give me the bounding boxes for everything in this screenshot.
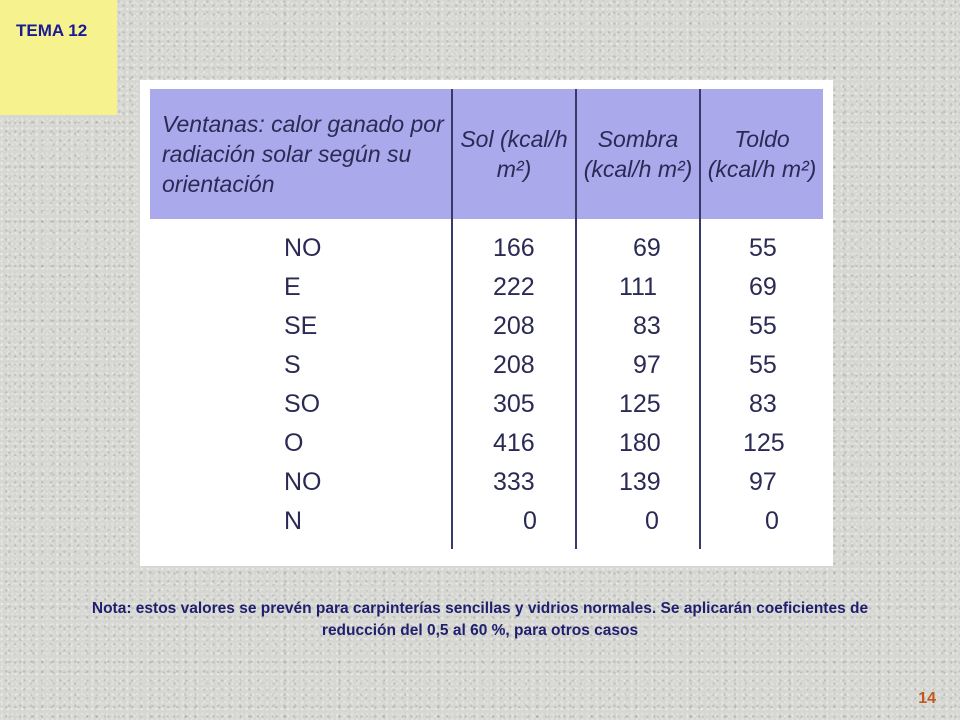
cell-orientation: S bbox=[284, 351, 301, 379]
cell-sol: 305 bbox=[452, 385, 576, 424]
table-header-row bbox=[150, 89, 823, 219]
table-row bbox=[150, 307, 823, 346]
cell-orientation: E bbox=[284, 273, 301, 301]
cell-sombra: 83 bbox=[576, 307, 700, 346]
solar-gain-table bbox=[150, 89, 823, 549]
table-row bbox=[150, 219, 823, 268]
tema-label-box bbox=[0, 0, 117, 115]
cell-orientation: NO bbox=[284, 234, 322, 262]
cell-sombra: 111 bbox=[576, 268, 700, 307]
cell-sombra: 125 bbox=[576, 385, 700, 424]
table-row bbox=[150, 385, 823, 424]
cell-toldo: 55 bbox=[700, 346, 823, 385]
header-sombra: Sombra (kcal/h m²) bbox=[576, 89, 700, 219]
cell-sombra: 69 bbox=[576, 219, 700, 268]
cell-sombra: 180 bbox=[576, 424, 700, 463]
cell-toldo: 55 bbox=[700, 219, 823, 268]
cell-sol: 416 bbox=[452, 424, 576, 463]
cell-sol: 333 bbox=[452, 463, 576, 502]
cell-sombra: 0 bbox=[576, 502, 700, 549]
cell-sol: 208 bbox=[452, 307, 576, 346]
cell-sol: 208 bbox=[452, 346, 576, 385]
table-row bbox=[150, 268, 823, 307]
cell-toldo: 0 bbox=[700, 502, 823, 549]
table-row bbox=[150, 463, 823, 502]
page-number: 14 bbox=[918, 690, 936, 707]
cell-orientation: SO bbox=[284, 390, 321, 418]
cell-sol: 222 bbox=[452, 268, 576, 307]
cell-toldo: 55 bbox=[700, 307, 823, 346]
footnote: Nota: estos valores se prevén para carpinterías sencillas y vidrios normales. Se aplicarán coeficientes de reducción del 0,5 al 60 %, para otros casos bbox=[91, 600, 869, 639]
cell-sombra: 97 bbox=[576, 346, 700, 385]
cell-sombra: 139 bbox=[576, 463, 700, 502]
cell-orientation: SE bbox=[284, 312, 318, 340]
cell-toldo: 83 bbox=[700, 385, 823, 424]
header-toldo: Toldo (kcal/h m²) bbox=[700, 89, 823, 219]
header-orientacion: Ventanas: calor ganado por radiación solar según su orientación bbox=[150, 89, 452, 219]
table-row bbox=[150, 502, 823, 549]
cell-sol: 166 bbox=[452, 219, 576, 268]
cell-orientation: O bbox=[284, 429, 304, 457]
cell-orientation: NO bbox=[284, 468, 322, 496]
table-panel bbox=[140, 80, 833, 566]
table-row bbox=[150, 424, 823, 463]
cell-orientation: N bbox=[284, 507, 303, 535]
cell-toldo: 125 bbox=[700, 424, 823, 463]
cell-toldo: 97 bbox=[700, 463, 823, 502]
header-sol: Sol (kcal/h m²) bbox=[452, 89, 576, 219]
cell-toldo: 69 bbox=[700, 268, 823, 307]
table-row bbox=[150, 346, 823, 385]
tema-label: TEMA 12 bbox=[16, 21, 88, 40]
cell-sol: 0 bbox=[452, 502, 576, 549]
